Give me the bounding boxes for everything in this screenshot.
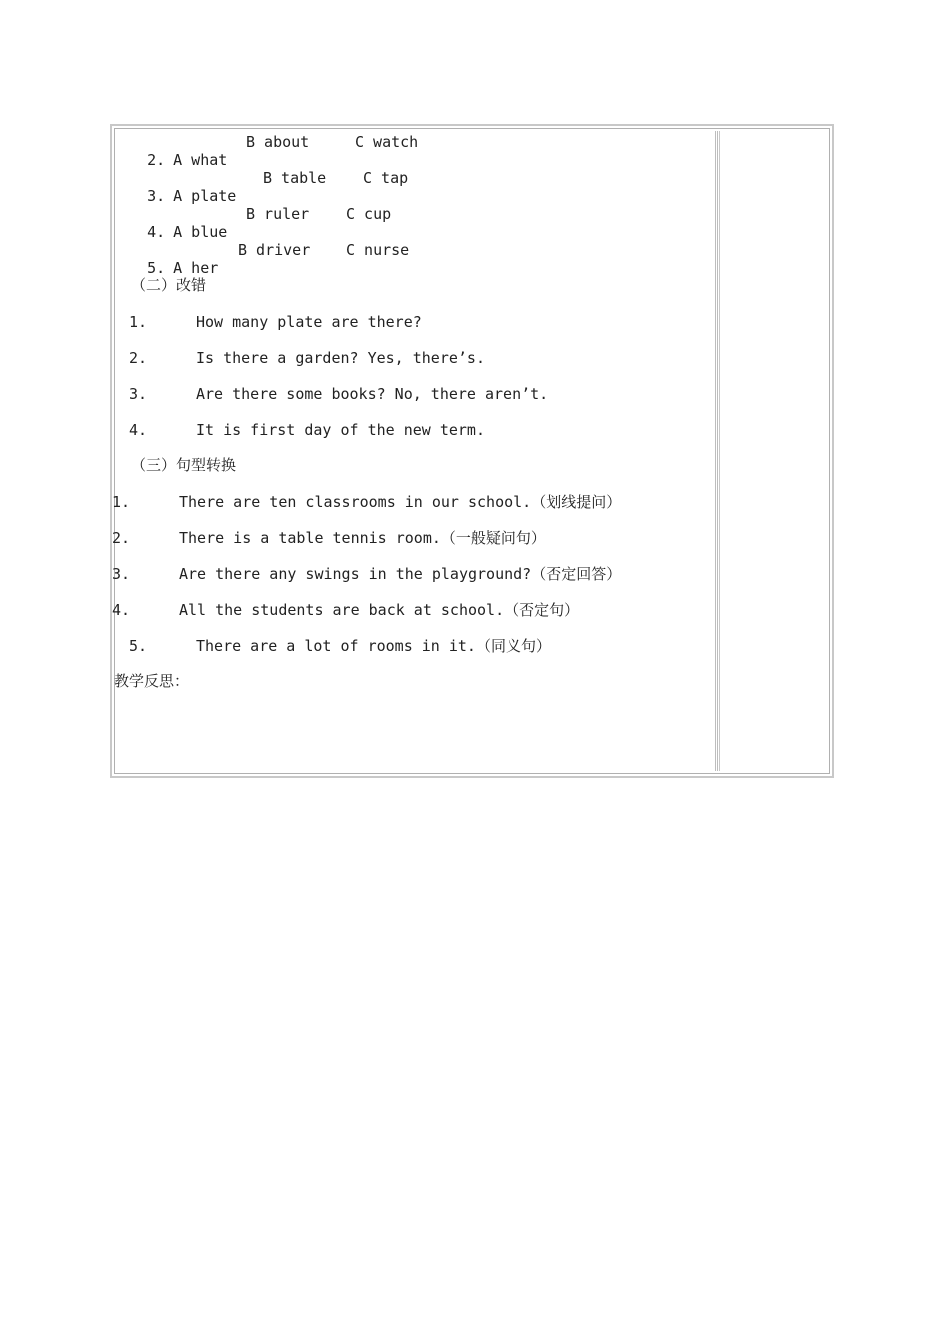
transform-item bbox=[112, 601, 130, 619]
mc-option-c: C cup bbox=[346, 205, 392, 223]
error-item bbox=[129, 313, 147, 331]
mc-option-c: C tap bbox=[363, 169, 409, 187]
error-item bbox=[129, 349, 147, 367]
item-number: 2. bbox=[112, 529, 131, 547]
transform-item-text: There is a table tennis room.（一般疑问句） bbox=[179, 529, 546, 547]
mc-item bbox=[129, 133, 227, 169]
section-heading: （二）改错 bbox=[131, 276, 207, 294]
transform-item bbox=[112, 565, 130, 583]
transform-item-text: All the students are back at school.（否定句） bbox=[179, 601, 580, 619]
mc-number: 3. bbox=[147, 187, 166, 205]
transform-item-text: Are there any swings in the playground?（否定回答） bbox=[179, 565, 622, 583]
mc-option-b-wrap bbox=[246, 133, 309, 151]
reflection-label: 教学反思： bbox=[114, 672, 190, 690]
item-number: 4. bbox=[112, 601, 131, 619]
mc-option-b-wrap bbox=[263, 169, 326, 187]
mc-option-c-wrap bbox=[346, 241, 409, 259]
error-item-text: How many plate are there? bbox=[196, 313, 422, 331]
section-heading: （三）句型转换 bbox=[131, 456, 237, 474]
mc-option-c: C watch bbox=[355, 133, 419, 151]
error-item bbox=[129, 421, 147, 439]
mc-option-a: A her bbox=[173, 259, 219, 277]
mc-item bbox=[129, 169, 236, 205]
mc-option-c-wrap bbox=[355, 133, 418, 151]
mc-option-c-wrap bbox=[346, 205, 391, 223]
mc-option-a: A blue bbox=[173, 223, 228, 241]
error-item bbox=[129, 385, 147, 403]
mc-option-b: B ruler bbox=[246, 205, 310, 223]
transform-item bbox=[112, 529, 130, 547]
mc-option-c-wrap bbox=[363, 169, 408, 187]
item-number: 5. bbox=[129, 637, 148, 655]
transform-item bbox=[112, 493, 130, 511]
transform-item bbox=[129, 637, 147, 655]
mc-option-a: A what bbox=[173, 151, 228, 169]
mc-option-b-wrap bbox=[238, 241, 310, 259]
error-item-text: Is there a garden? Yes, there’s. bbox=[196, 349, 485, 367]
error-item-text: It is first day of the new term. bbox=[196, 421, 485, 439]
item-number: 3. bbox=[129, 385, 148, 403]
mc-number: 5. bbox=[147, 259, 166, 277]
mc-option-b: B about bbox=[246, 133, 310, 151]
transform-item-text: There are a lot of rooms in it.（同义句） bbox=[196, 637, 551, 655]
item-number: 2. bbox=[129, 349, 148, 367]
error-item-text: Are there some books? No, there aren’t. bbox=[196, 385, 549, 403]
mc-option-b-wrap bbox=[246, 205, 309, 223]
item-number: 4. bbox=[129, 421, 148, 439]
transform-item-text: There are ten classrooms in our school.（划线提问） bbox=[179, 493, 622, 511]
mc-option-a: A plate bbox=[173, 187, 237, 205]
mc-number: 4. bbox=[147, 223, 166, 241]
item-number: 1. bbox=[112, 493, 131, 511]
item-number: 3. bbox=[112, 565, 131, 583]
side-cell bbox=[719, 131, 827, 771]
mc-number: 2. bbox=[147, 151, 166, 169]
mc-option-b: B driver bbox=[238, 241, 311, 259]
mc-item bbox=[129, 241, 218, 277]
mc-option-c: C nurse bbox=[346, 241, 410, 259]
mc-option-b: B table bbox=[263, 169, 327, 187]
item-number: 1. bbox=[129, 313, 148, 331]
mc-item bbox=[129, 205, 227, 241]
